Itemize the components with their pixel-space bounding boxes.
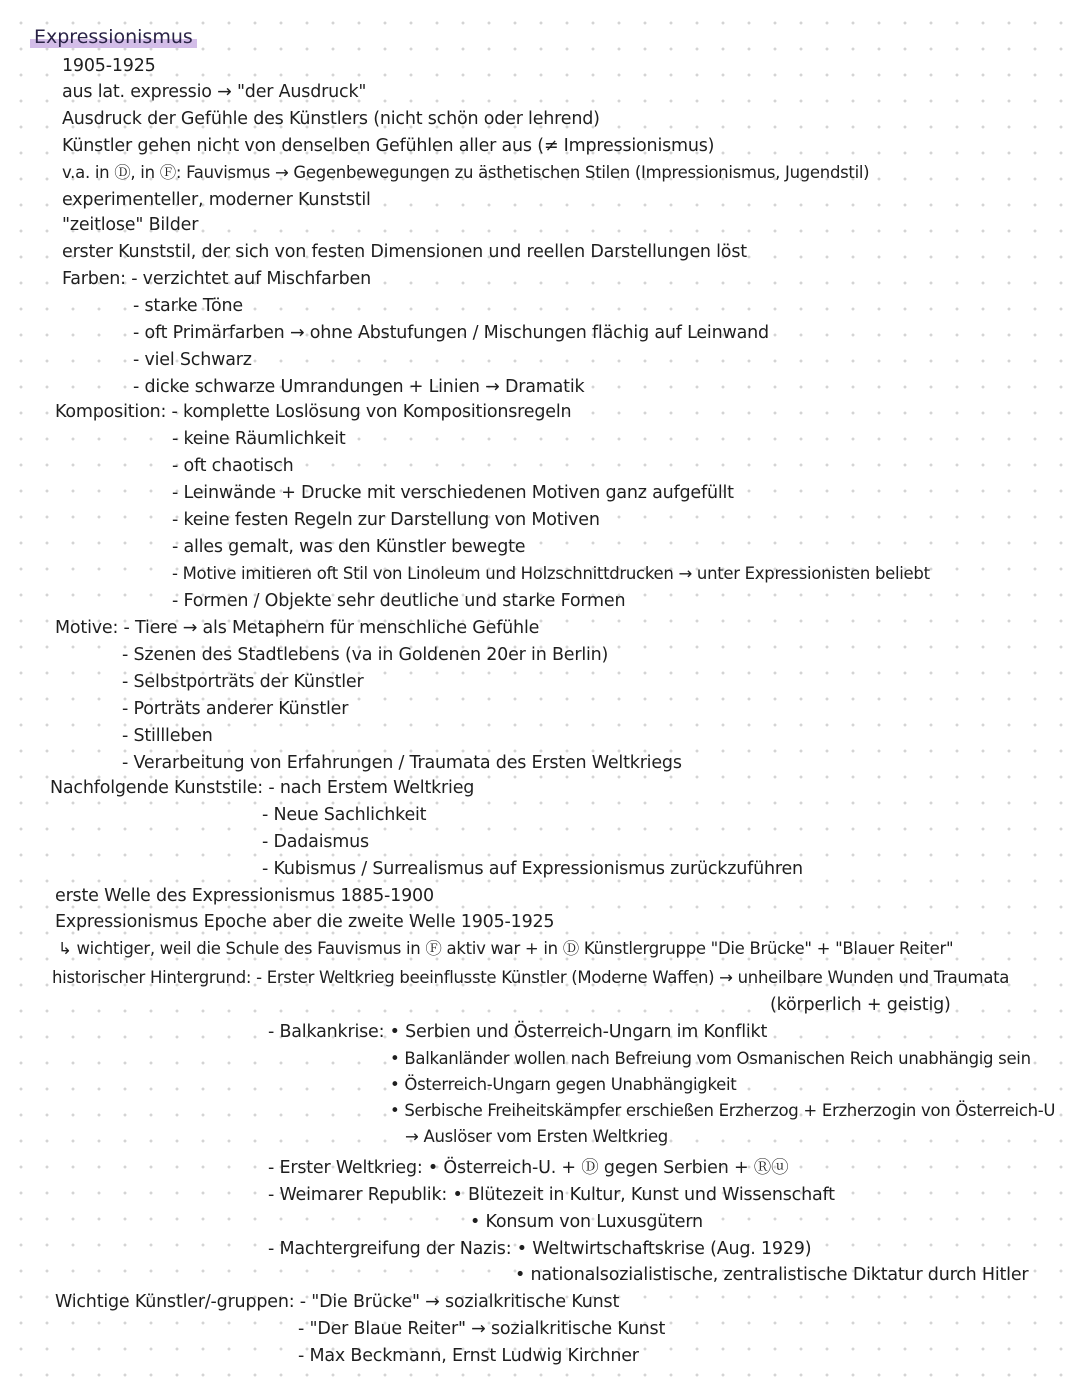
note-line: Motive: - Tiere → als Metaphern für menschliche Gefühle bbox=[55, 618, 540, 638]
note-line: - Leinwände + Drucke mit verschiedenen Motiven ganz aufgefüllt bbox=[172, 483, 734, 503]
note-line: Farben: - verzichtet auf Mischfarben bbox=[62, 269, 371, 289]
note-line: - Dadaismus bbox=[262, 832, 369, 852]
note-line: Nachfolgende Kunststile: - nach Erstem Weltkrieg bbox=[50, 778, 475, 798]
note-line: 1905-1925 bbox=[62, 56, 156, 76]
note-line: Ausdruck der Gefühle des Künstlers (nicht schön oder lehrend) bbox=[62, 109, 600, 129]
page-title: Expressionismus bbox=[30, 24, 197, 50]
note-line: aus lat. expressio → "der Ausdruck" bbox=[62, 82, 367, 102]
note-line: (körperlich + geistig) bbox=[770, 995, 951, 1015]
note-line: - Stillleben bbox=[122, 726, 213, 746]
note-line: - keine Räumlichkeit bbox=[172, 429, 346, 449]
note-line: - Selbstporträts der Künstler bbox=[122, 672, 364, 692]
note-line: - viel Schwarz bbox=[133, 350, 252, 370]
note-line: "zeitlose" Bilder bbox=[62, 215, 199, 235]
note-line: erste Welle des Expressionismus 1885-1900 bbox=[55, 886, 434, 906]
note-line: • nationalsozialistische, zentralistische Diktatur durch Hitler bbox=[515, 1265, 1029, 1285]
note-line: • Serbische Freiheitskämpfer erschießen Erzherzog + Erzherzogin von Österreich-U bbox=[390, 1101, 1056, 1120]
note-line: erster Kunststil, der sich von festen Dimensionen und reellen Darstellungen löst bbox=[62, 242, 747, 262]
note-line: - alles gemalt, was den Künstler bewegte bbox=[172, 537, 526, 557]
note-line: - Motive imitieren oft Stil von Linoleum und Holzschnittdrucken → unter Expressionisten beliebt bbox=[172, 564, 930, 583]
note-line: - dicke schwarze Umrandungen + Linien → Dramatik bbox=[133, 377, 585, 397]
note-line: • Konsum von Luxusgütern bbox=[470, 1212, 703, 1232]
note-line: - Balkankrise: • Serbien und Österreich-Ungarn im Konflikt bbox=[268, 1022, 768, 1042]
note-line: - Formen / Objekte sehr deutliche und starke Formen bbox=[172, 591, 626, 611]
note-line: Expressionismus Epoche aber die zweite Welle 1905-1925 bbox=[55, 912, 555, 932]
note-line: • Österreich-Ungarn gegen Unabhängigkeit bbox=[390, 1075, 737, 1094]
note-line: Künstler gehen nicht von denselben Gefühlen aller aus (≠ Impressionismus) bbox=[62, 136, 715, 156]
note-line: → Auslöser vom Ersten Weltkrieg bbox=[405, 1127, 668, 1146]
note-line: Komposition: - komplette Loslösung von Kompositionsregeln bbox=[55, 402, 572, 422]
note-line: - keine festen Regeln zur Darstellung von Motiven bbox=[172, 510, 600, 530]
note-line: - Max Beckmann, Ernst Ludwig Kirchner bbox=[298, 1346, 639, 1366]
note-line: - "Der Blaue Reiter" → sozialkritische Kunst bbox=[298, 1319, 666, 1339]
note-line: historischer Hintergrund: - Erster Weltkrieg beeinflusste Künstler (Moderne Waffen) → unheilbare Wunden und Traumata bbox=[52, 968, 1010, 987]
note-line: - Erster Weltkrieg: • Österreich-U. + Ⓓ gegen Serbien + Ⓡⓤ bbox=[268, 1158, 789, 1178]
note-line: - oft chaotisch bbox=[172, 456, 294, 476]
note-line: - starke Töne bbox=[133, 296, 243, 316]
note-line: - Szenen des Stadtlebens (va in Goldenen 20er in Berlin) bbox=[122, 645, 609, 665]
note-line: - Machtergreifung der Nazis: • Weltwirtschaftskrise (Aug. 1929) bbox=[268, 1239, 812, 1259]
note-line: - Kubismus / Surrealismus auf Expressionismus zurückzuführen bbox=[262, 859, 803, 879]
note-line: - Porträts anderer Künstler bbox=[122, 699, 349, 719]
note-line: experimenteller, moderner Kunststil bbox=[62, 190, 371, 210]
note-line: ↳ wichtiger, weil die Schule des Fauvismus in Ⓕ aktiv war + in Ⓓ Künstlergruppe "Die Brücke" + "Blauer Reiter" bbox=[58, 939, 954, 958]
note-line: Wichtige Künstler/-gruppen: - "Die Brücke" → sozialkritische Kunst bbox=[55, 1292, 620, 1312]
note-line: - Neue Sachlichkeit bbox=[262, 805, 427, 825]
note-line: - Weimarer Republik: • Blütezeit in Kultur, Kunst und Wissenschaft bbox=[268, 1185, 835, 1205]
note-line: v.a. in Ⓓ, in Ⓕ: Fauvismus → Gegenbewegungen zu ästhetischen Stilen (Impressionismus, Jugendstil) bbox=[62, 163, 870, 182]
note-line: - oft Primärfarben → ohne Abstufungen / Mischungen flächig auf Leinwand bbox=[133, 323, 769, 343]
note-line: • Balkanländer wollen nach Befreiung vom Osmanischen Reich unabhängig sein bbox=[390, 1049, 1031, 1068]
note-line: - Verarbeitung von Erfahrungen / Traumata des Ersten Weltkriegs bbox=[122, 753, 682, 773]
